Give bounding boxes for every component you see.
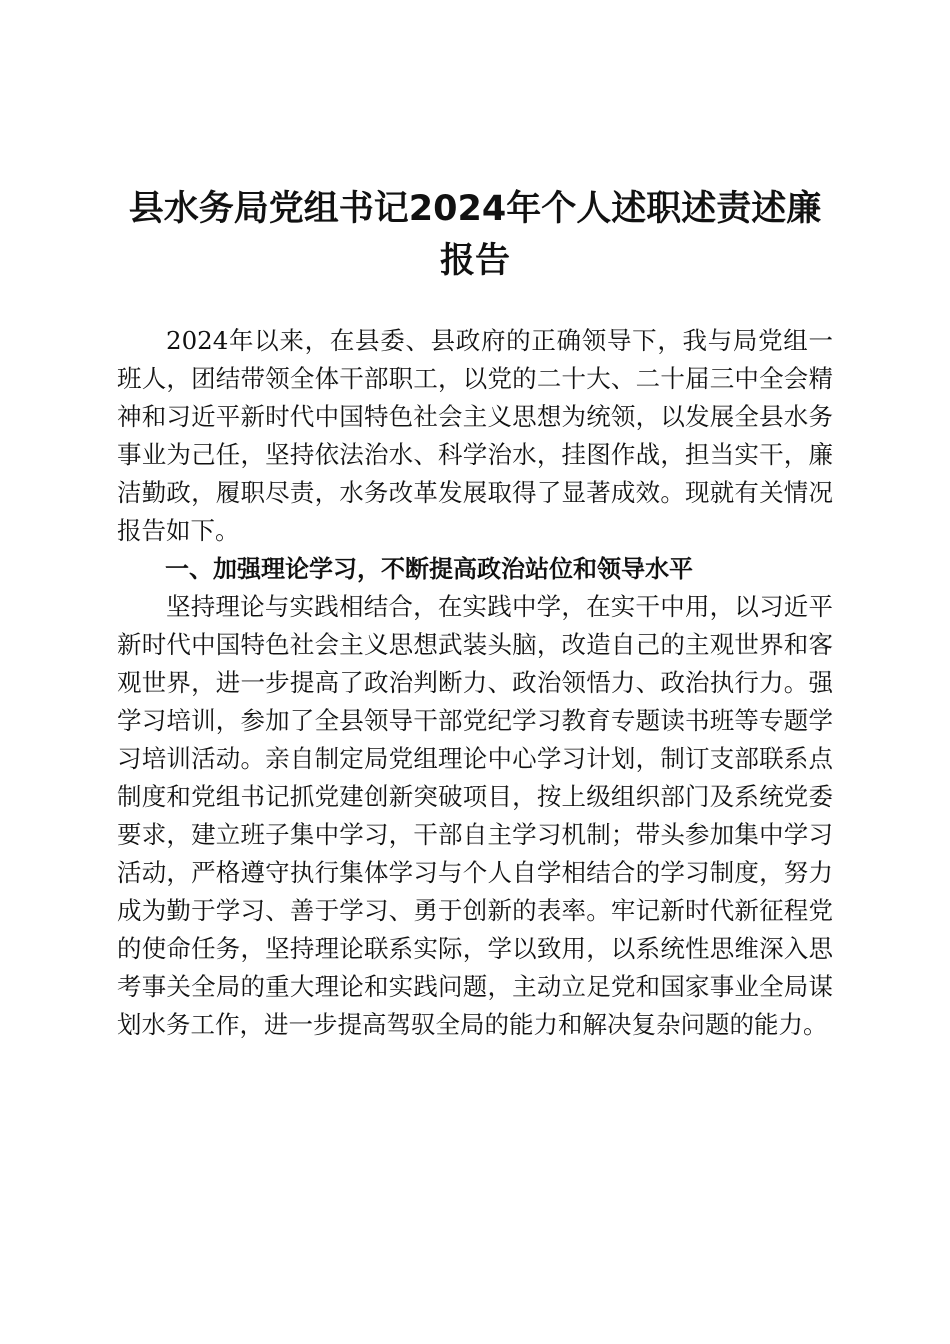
document-title	[100, 183, 850, 287]
intro-paragraph: 2024年以来，在县委、县政府的正确领导下，我与局党组一班人，团结带领全体干部职工，以党的二十大、二十届三中全会精神和习近平新时代中国特色社会主义思想为统领，以发展全县水务事业为己任，坚持依法治水、科学治水，挂图作战，担当实干，廉洁勤政，履职尽责，水务改革发展取得了显著成效。现就有关情况报告如下。	[117, 326, 833, 545]
document-body	[117, 322, 833, 1044]
section-1-heading: 一、加强理论学习，不断提高政治站位和领导水平	[165, 555, 693, 583]
title-line-1: 县水务局党组书记2024年个人述职述责述廉	[128, 189, 822, 229]
section-1-paragraph: 坚持理论与实践相结合，在实践中学，在实干中用，以习近平新时代中国特色社会主义思想武装头脑，改造自己的主观世界和客观世界，进一步提高了政治判断力、政治领悟力、政治执行力。强学习培训，参加了全县领导干部党纪学习教育专题读书班等专题学习培训活动。亲自制定局党组理论中心学习计划，制订支部联系点制度和党组书记抓党建创新突破项目，按上级组织部门及系统党委要求，建立班子集中学习，干部自主学习机制；带头参加集中学习活动，严格遵守执行集体学习与个人自学相结合的学习制度，努力成为勤于学习、善于学习、勇于创新的表率。牢记新时代新征程党的使命任务，坚持理论联系实际，学以致用，以系统性思维深入思考事关全局的重大理论和实践问题，主动立足党和国家事业全局谋划水务工作，进一步提高驾驭全局的能力和解决复杂问题的能力。	[117, 592, 833, 1039]
title-line-2: 报告	[439, 241, 510, 281]
